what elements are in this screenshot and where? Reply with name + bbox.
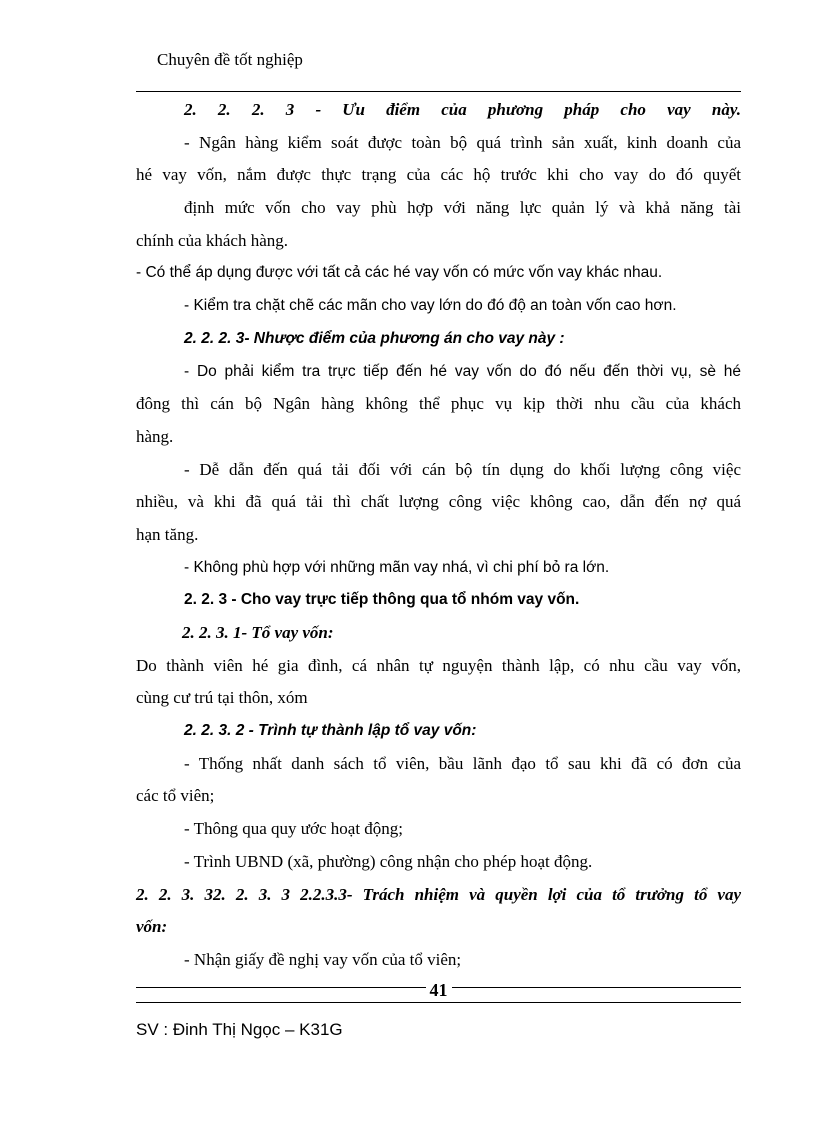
text-line: 2. 2. 3. 32. 2. 3. 3 2.2.3.3- Trách nhiệm và quyền lợi của tổ trưởng tổ vay [136,884,741,904]
text-line: chính của khách hàng. [136,230,288,250]
text-line: - Nhận giấy đề nghị vay vốn của tổ viên; [184,949,462,969]
text-line: - Ngân hàng kiểm soát được toàn bộ quá trình sản xuất, kinh doanh của [184,132,741,152]
text-line: cùng cư trú tại thôn, xóm [136,688,308,708]
header-rule [136,91,741,92]
header-title: Chuyên đề tốt nghiệp [157,50,303,69]
text-line: - Do phải kiểm tra trực tiếp đến hé vay vốn do đó nếu đến thời vụ, sè hé [184,362,741,380]
text-line: 2. 2. 3. 1- Tổ vay vốn: [182,623,334,642]
text-line: - Không phù hợp với những mãn vay nhá, vì chi phí bỏ ra lớn. [184,558,610,576]
text-line: 2. 2. 3. 2 - Trình tự thành lập tổ vay vốn: [184,722,477,740]
text-line: - Thông qua quy ước hoạt động; [184,819,404,839]
text-line: vốn: [136,917,168,937]
text-line: Do thành viên hé gia đình, cá nhân tự nguyện thành lập, có nhu cầu vay vốn, [136,655,741,675]
document-body [136,94,741,977]
text-line: hàng. [136,426,174,446]
text-line: nhiều, và khi đã quá tải thì chất lượng công việc không cao, dẫn đến nợ quá [136,492,741,512]
text-line: - Dễ dẫn đến quá tải đối với cán bộ tín dụng do khối lượng công việc [184,459,741,479]
page-number: 41 [426,980,452,1000]
footer-student: SV : Đinh Thị Ngọc – K31G [136,1020,343,1039]
text-line: hạn tăng. [136,524,199,544]
text-line: - Kiểm tra chặt chẽ các mãn cho vay lớn do đó độ an toàn vốn cao hơn. [184,297,677,315]
text-line: hé vay vốn, nắm được thực trạng của các hộ trước khi cho vay do đó quyết [136,165,741,185]
footer-rule-bottom [136,1002,741,1003]
page-number-wrap [136,980,741,1001]
text-line: đông thì cán bộ Ngân hàng không thể phục vụ kịp thời nhu cầu của khách [136,394,741,414]
text-line: định mức vốn cho vay phù hợp với năng lực quản lý và khả năng tài [184,198,741,218]
text-line: - Có thể áp dụng được với tất cả các hé vay vốn có mức vốn vay khác nhau. [136,264,663,282]
text-line: 2. 2. 2. 3- Nhược điểm của phương án cho vay này : [184,329,565,347]
text-line: 2. 2. 3 - Cho vay trực tiếp thông qua tổ nhóm vay vốn. [184,591,580,609]
text-line: 2. 2. 2. 3 - Ưu điểm của phương pháp cho vay này. [184,100,741,119]
text-line: - Trình UBND (xã, phường) công nhận cho phép hoạt động. [184,851,593,871]
text-line: các tổ viên; [136,786,215,806]
text-line: - Thống nhất danh sách tổ viên, bầu lãnh đạo tổ sau khi đã có đơn của [184,753,741,773]
